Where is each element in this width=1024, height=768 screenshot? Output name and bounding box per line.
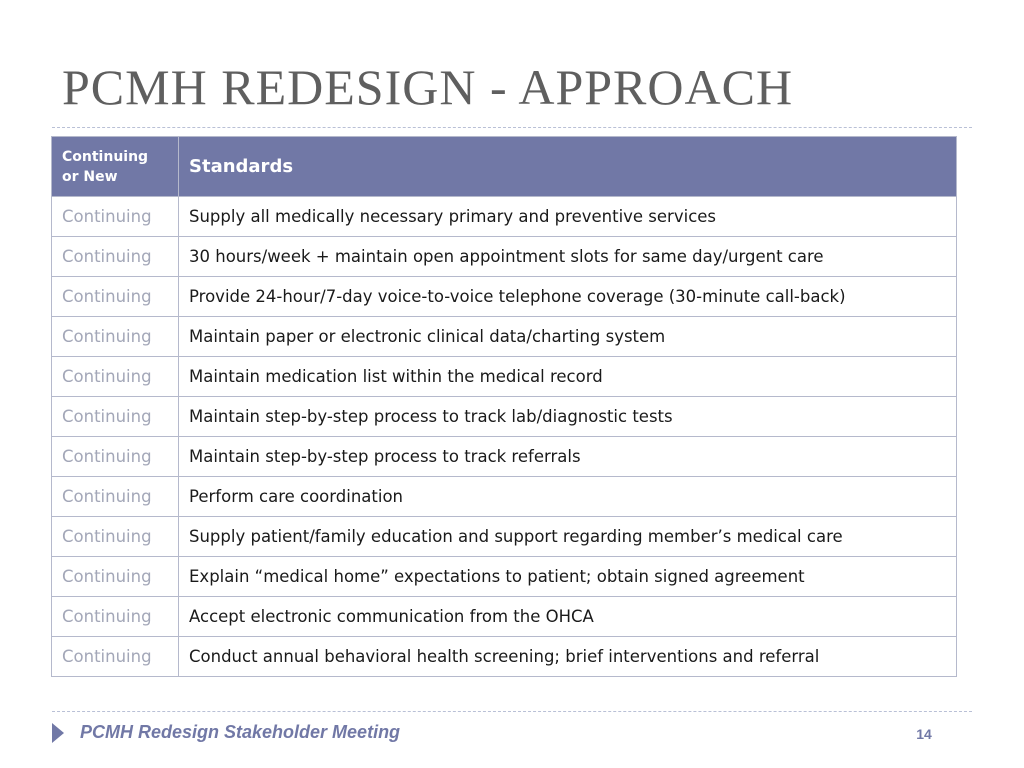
table-row (52, 317, 957, 357)
row-status: Continuing (52, 637, 179, 677)
row-standard: Supply all medically necessary primary and preventive services (179, 197, 957, 237)
row-status: Continuing (52, 557, 179, 597)
row-status: Continuing (52, 277, 179, 317)
row-standard: 30 hours/week + maintain open appointment slots for same day/urgent care (179, 237, 957, 277)
row-status: Continuing (52, 237, 179, 277)
header-status-line1: Continuing (62, 148, 149, 165)
table-row (52, 277, 957, 317)
table-row (52, 437, 957, 477)
row-status: Continuing (52, 437, 179, 477)
row-standard: Perform care coordination (179, 477, 957, 517)
footer-meeting-title: PCMH Redesign Stakeholder Meeting (80, 722, 401, 742)
slide-title: PCMH REDESIGN - APPROACH (62, 59, 794, 115)
table-row (52, 397, 957, 437)
row-status: Continuing (52, 197, 179, 237)
row-status: Continuing (52, 397, 179, 437)
row-standard: Provide 24-hour/7-day voice-to-voice telephone coverage (30-minute call-back) (179, 277, 957, 317)
header-standards: Standards (179, 137, 957, 197)
row-status: Continuing (52, 477, 179, 517)
triangle-bullet-icon (52, 723, 64, 743)
table-row (52, 477, 957, 517)
row-standard: Accept electronic communication from the OHCA (179, 597, 957, 637)
row-standard: Maintain paper or electronic clinical data/charting system (179, 317, 957, 357)
row-standard: Maintain step-by-step process to track referrals (179, 437, 957, 477)
table-row (52, 597, 957, 637)
standards-table (51, 136, 957, 677)
footer-divider (52, 711, 972, 712)
table-header-row (52, 137, 957, 197)
table-row (52, 517, 957, 557)
page-number: 14 (916, 726, 932, 742)
row-standard: Conduct annual behavioral health screening; brief interventions and referral (179, 637, 957, 677)
title-divider (52, 127, 972, 128)
table-row (52, 357, 957, 397)
row-status: Continuing (52, 517, 179, 557)
row-status: Continuing (52, 357, 179, 397)
header-status-line2: or New (62, 168, 118, 185)
table-row (52, 197, 957, 237)
table-row (52, 237, 957, 277)
table-row (52, 637, 957, 677)
row-standard: Maintain medication list within the medical record (179, 357, 957, 397)
row-standard: Explain “medical home” expectations to patient; obtain signed agreement (179, 557, 957, 597)
row-standard: Maintain step-by-step process to track lab/diagnostic tests (179, 397, 957, 437)
row-standard: Supply patient/family education and support regarding member’s medical care (179, 517, 957, 557)
table-row (52, 557, 957, 597)
row-status: Continuing (52, 317, 179, 357)
header-continuing-or-new (52, 137, 179, 197)
row-status: Continuing (52, 597, 179, 637)
